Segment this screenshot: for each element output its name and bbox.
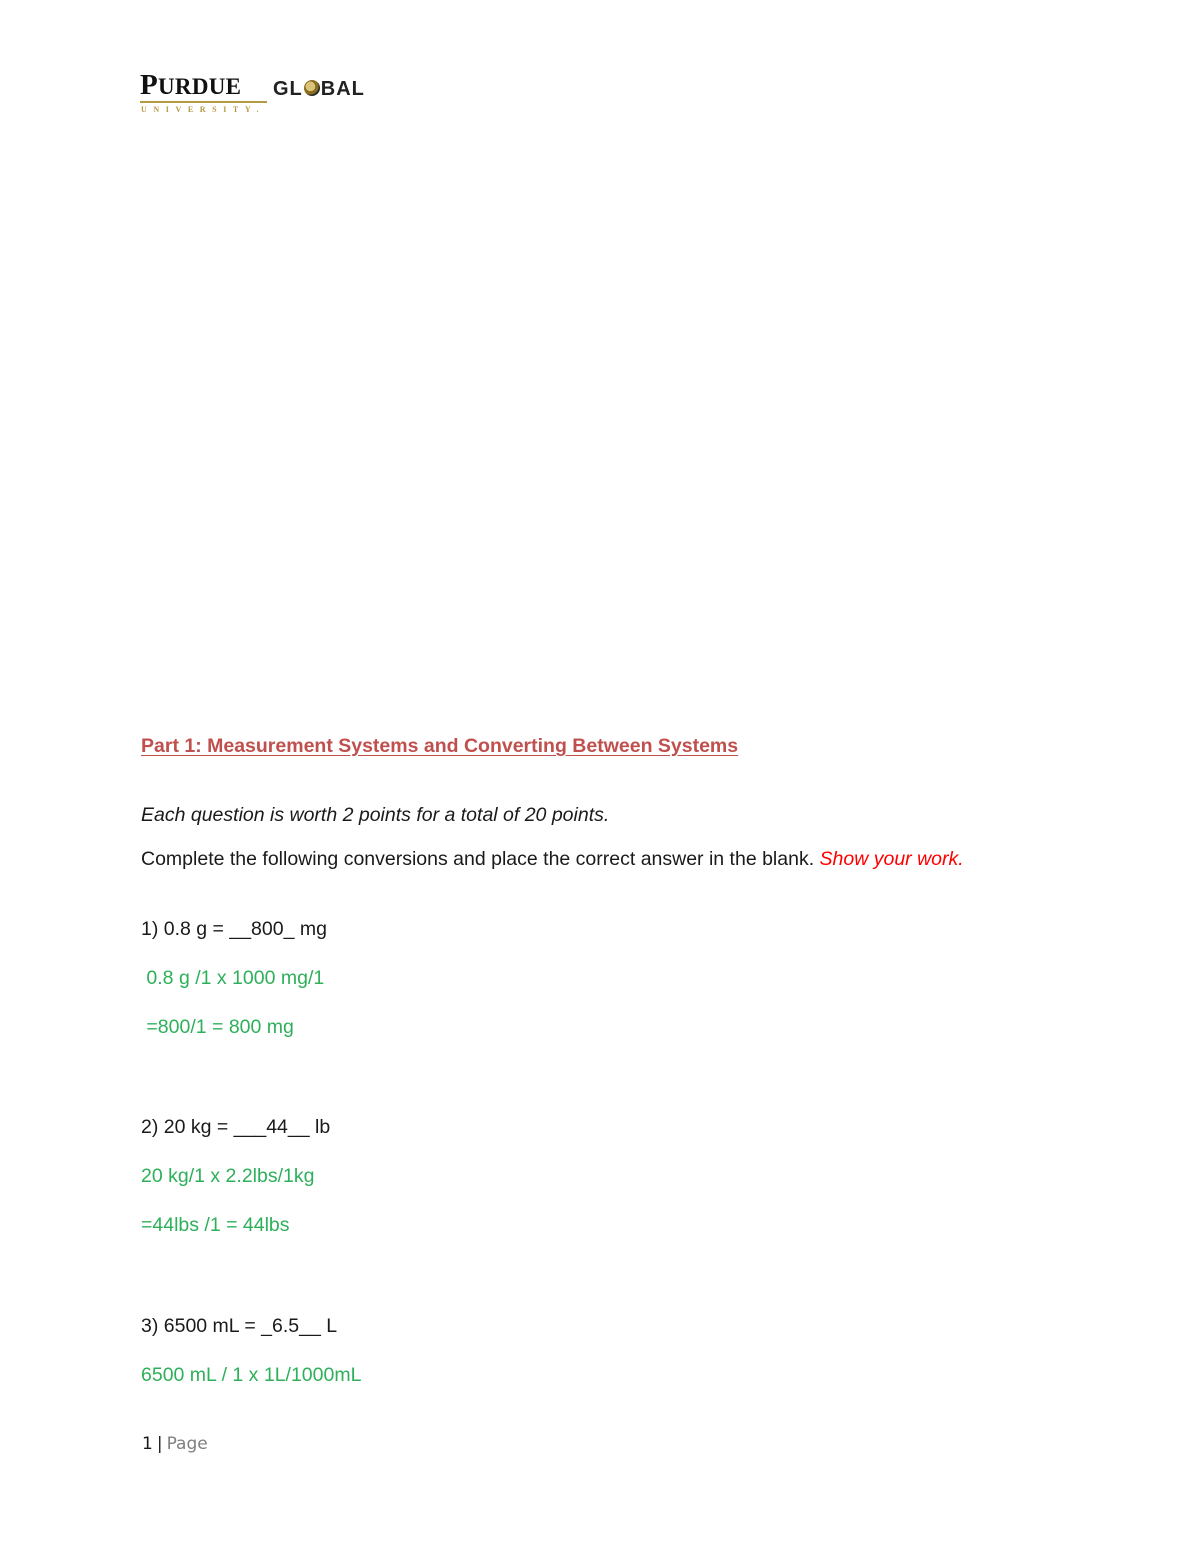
question-2-work-line-2: =44lbs /1 = 44lbs [141,1214,290,1236]
question-3-prompt: 3) 6500 mL = _6.5__ L [141,1315,338,1337]
logo-global-wordmark: GL BAL [273,78,365,100]
page-label: Page [166,1434,208,1454]
logo-purdue-wordmark: PURDUE [140,69,242,101]
question-1-work-line-1: 0.8 g /1 x 1000 mg/1 [141,967,325,989]
logo-university-text: UNIVERSITY. [141,105,266,114]
footer-separator: | [156,1434,163,1454]
page-number: 1 [142,1434,153,1454]
question-1-work-line-2: =800/1 = 800 mg [141,1016,294,1038]
globe-icon [304,80,320,96]
logo-underline [140,101,267,103]
purdue-global-logo [140,70,400,114]
question-2-prompt: 2) 20 kg = ___44__ lb [141,1116,331,1138]
page-footer [142,1434,208,1454]
points-instruction: Each question is worth 2 points for a total of 20 points. [141,804,610,826]
question-2-work-line-1: 20 kg/1 x 2.2lbs/1kg [141,1165,315,1187]
section-heading: Part 1: Measurement Systems and Converting Between Systems [141,735,739,757]
directions-text: Complete the following conversions and place the correct answer in the blank. [141,848,820,870]
question-1-prompt: 1) 0.8 g = __800_ mg [141,918,327,940]
directions-line [141,848,964,871]
show-work-emphasis: Show your work. [819,848,964,870]
question-3-work-line-1: 6500 mL / 1 x 1L/1000mL [141,1364,362,1386]
